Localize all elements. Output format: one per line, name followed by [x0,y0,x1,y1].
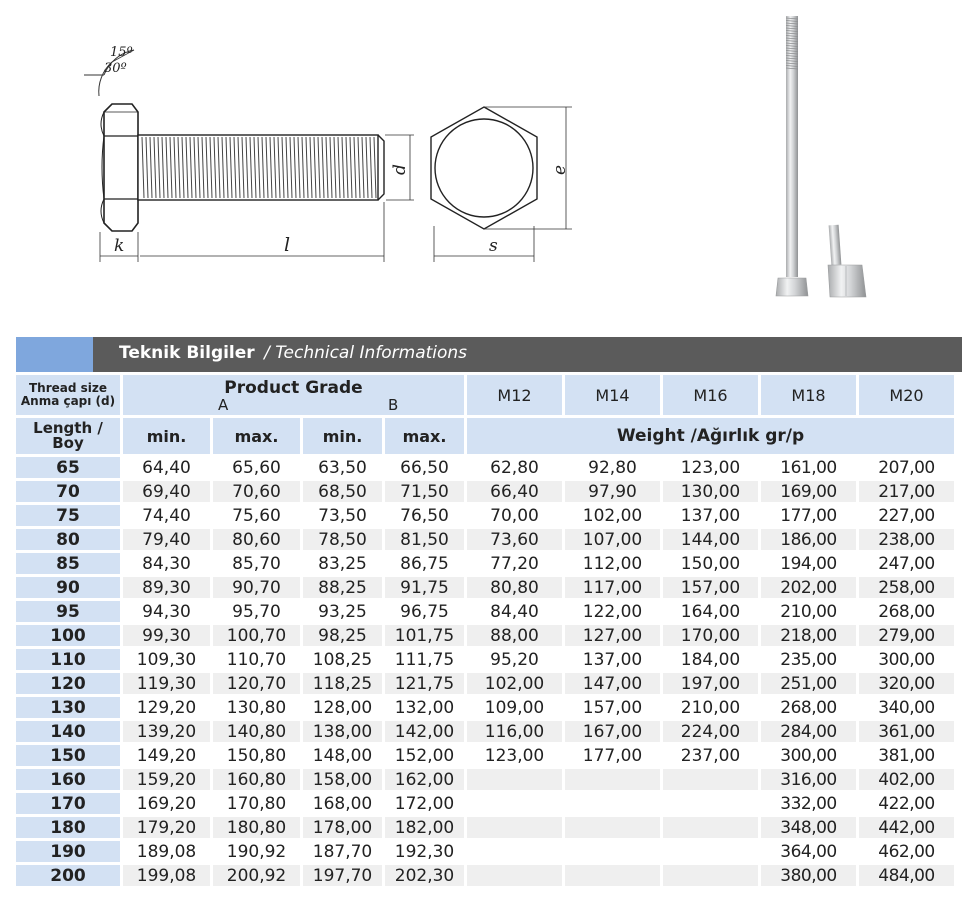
grade-a-max-cell: 120,70 [213,673,300,694]
grade-a-min-cell: 119,30 [123,673,210,694]
grade-b-min-cell: 168,00 [303,793,382,814]
grade-b-max-cell: 202,30 [385,865,464,886]
length-label-tr: Boy [52,434,84,452]
grade-a-min-cell: 84,30 [123,553,210,574]
grade-b-min-cell: 158,00 [303,769,382,790]
weight-m20-cell: 340,00 [859,697,954,718]
weight-m20-cell: 462,00 [859,841,954,862]
table-row [16,481,954,502]
title-accent [16,337,93,372]
weight-m16-cell: 144,00 [663,529,758,550]
length-header [16,418,120,454]
grade-a-min-cell: 64,40 [123,457,210,478]
grade-b-max-cell: 121,75 [385,673,464,694]
grade-b-max-cell: 81,50 [385,529,464,550]
grade-b-min-cell: 83,25 [303,553,382,574]
grade-a-max-cell: 80,60 [213,529,300,550]
weight-m14-cell [565,865,660,886]
weight-m18-cell: 380,00 [761,865,856,886]
table-row [16,601,954,622]
grade-a-max-header: max. [213,418,300,454]
weight-m12-cell [467,865,562,886]
size-header-m14: M14 [565,375,660,415]
technical-table [16,337,962,889]
grade-a-max-cell: 190,92 [213,841,300,862]
weight-m14-cell [565,793,660,814]
weight-m16-cell: 224,00 [663,721,758,742]
grade-b-max-header: max. [385,418,464,454]
weight-m14-cell: 117,00 [565,577,660,598]
grade-a-min-cell: 179,20 [123,817,210,838]
grade-b-max-cell: 71,50 [385,481,464,502]
weight-m14-cell: 147,00 [565,673,660,694]
length-cell: 200 [16,865,120,886]
weight-m18-cell: 210,00 [761,601,856,622]
grade-b-min-cell: 78,50 [303,529,382,550]
table-row [16,529,954,550]
weight-m18-cell: 364,00 [761,841,856,862]
grade-b-max-cell: 86,75 [385,553,464,574]
table-row [16,457,954,478]
weight-m20-cell: 217,00 [859,481,954,502]
weight-m18-cell: 332,00 [761,793,856,814]
weight-m18-cell: 300,00 [761,745,856,766]
weight-m12-cell: 116,00 [467,721,562,742]
weight-m20-cell: 320,00 [859,673,954,694]
weight-m18-cell: 186,00 [761,529,856,550]
weight-m18-cell: 202,00 [761,577,856,598]
table-row [16,769,954,790]
length-cell: 180 [16,817,120,838]
length-cell: 100 [16,625,120,646]
weight-m18-cell: 194,00 [761,553,856,574]
table-row [16,793,954,814]
grade-a-max-cell: 65,60 [213,457,300,478]
weight-m14-cell: 157,00 [565,697,660,718]
grade-b-min-cell: 197,70 [303,865,382,886]
weight-m16-cell [663,793,758,814]
grade-b-min-cell: 148,00 [303,745,382,766]
weight-m14-cell: 167,00 [565,721,660,742]
grade-b-min-cell: 138,00 [303,721,382,742]
weight-m14-cell: 122,00 [565,601,660,622]
dim-l-label: l [284,234,291,256]
weight-m16-cell [663,841,758,862]
weight-m14-cell: 112,00 [565,553,660,574]
grade-a-max-cell: 100,70 [213,625,300,646]
weight-m12-cell: 77,20 [467,553,562,574]
grade-a-max-cell: 85,70 [213,553,300,574]
length-label: Length / [33,419,103,437]
grade-b-min-cell: 108,25 [303,649,382,670]
weight-m12-cell: 123,00 [467,745,562,766]
weight-m16-cell: 197,00 [663,673,758,694]
length-cell: 130 [16,697,120,718]
weight-m18-cell: 268,00 [761,697,856,718]
weight-m12-cell [467,841,562,862]
weight-m14-cell: 137,00 [565,649,660,670]
length-cell: 70 [16,481,120,502]
grade-a-min-cell: 169,20 [123,793,210,814]
weight-m16-cell: 123,00 [663,457,758,478]
grade-b-max-cell: 132,00 [385,697,464,718]
grade-a-min-cell: 189,08 [123,841,210,862]
grade-a-min-cell: 99,30 [123,625,210,646]
grade-b-max-cell: 182,00 [385,817,464,838]
weight-m14-cell: 127,00 [565,625,660,646]
weight-m12-cell: 62,80 [467,457,562,478]
weight-m18-cell: 235,00 [761,649,856,670]
weight-m12-cell [467,793,562,814]
grade-b-max-cell: 162,00 [385,769,464,790]
grade-a-max-cell: 170,80 [213,793,300,814]
grade-b-min-cell: 128,00 [303,697,382,718]
grade-b-min-cell: 178,00 [303,817,382,838]
weight-m18-cell: 316,00 [761,769,856,790]
grade-b-max-cell: 111,75 [385,649,464,670]
dim-d-label: d [390,164,410,175]
dim-e-label: e [550,164,570,175]
weight-m16-cell: 184,00 [663,649,758,670]
weight-m18-cell: 169,00 [761,481,856,502]
length-cell: 90 [16,577,120,598]
grade-b-min-cell: 187,70 [303,841,382,862]
grade-b-min-cell: 88,25 [303,577,382,598]
weight-m16-cell: 137,00 [663,505,758,526]
table-row [16,697,954,718]
weight-m20-cell: 238,00 [859,529,954,550]
table-row [16,865,954,886]
table-row [16,649,954,670]
length-cell: 140 [16,721,120,742]
grade-b-max-cell: 192,30 [385,841,464,862]
weight-m20-cell: 381,00 [859,745,954,766]
length-cell: 75 [16,505,120,526]
grade-b-max-cell: 101,75 [385,625,464,646]
weight-m18-cell: 348,00 [761,817,856,838]
grade-b-max-cell: 91,75 [385,577,464,598]
grade-b-min-header: min. [303,418,382,454]
weight-m20-cell: 300,00 [859,649,954,670]
table-title-bar [16,337,962,372]
grade-b-label: B [388,396,399,414]
angle-15-label: 15º [110,45,133,60]
grade-a-min-cell: 129,20 [123,697,210,718]
weight-m14-cell: 102,00 [565,505,660,526]
length-cell: 150 [16,745,120,766]
weight-m12-cell: 80,80 [467,577,562,598]
title-turkish: Teknik Bilgiler [119,343,255,363]
weight-m12-cell: 70,00 [467,505,562,526]
length-cell: 110 [16,649,120,670]
grade-b-max-cell: 142,00 [385,721,464,742]
grade-b-min-cell: 73,50 [303,505,382,526]
weight-m20-cell: 361,00 [859,721,954,742]
table-row [16,553,954,574]
weight-m16-cell: 237,00 [663,745,758,766]
weight-m18-cell: 251,00 [761,673,856,694]
table-row [16,577,954,598]
weight-m18-cell: 284,00 [761,721,856,742]
grade-a-max-cell: 150,80 [213,745,300,766]
length-cell: 190 [16,841,120,862]
grade-a-min-cell: 139,20 [123,721,210,742]
size-header-m12: M12 [467,375,562,415]
grade-a-max-cell: 75,60 [213,505,300,526]
weight-m18-cell: 177,00 [761,505,856,526]
weight-m20-cell: 268,00 [859,601,954,622]
weight-m14-cell [565,841,660,862]
grade-a-min-cell: 94,30 [123,601,210,622]
length-cell: 120 [16,673,120,694]
table-row [16,841,954,862]
grade-b-max-cell: 96,75 [385,601,464,622]
thread-size-label: Thread size [28,381,108,395]
weight-m12-cell: 109,00 [467,697,562,718]
grade-a-label: A [218,396,229,414]
length-cell: 80 [16,529,120,550]
grade-b-min-cell: 118,25 [303,673,382,694]
grade-a-max-cell: 95,70 [213,601,300,622]
grade-a-min-cell: 89,30 [123,577,210,598]
grade-a-max-cell: 160,80 [213,769,300,790]
thread-size-label-tr: Anma çapı (d) [20,394,116,408]
weight-m16-cell [663,769,758,790]
table-row [16,625,954,646]
weight-m12-cell: 73,60 [467,529,562,550]
table-row [16,745,954,766]
weight-m12-cell: 102,00 [467,673,562,694]
grade-a-max-cell: 200,92 [213,865,300,886]
table-body [16,457,954,886]
table-row [16,817,954,838]
grade-a-min-cell: 199,08 [123,865,210,886]
weight-m16-cell: 150,00 [663,553,758,574]
length-cell: 85 [16,553,120,574]
length-cell: 65 [16,457,120,478]
weight-m18-cell: 161,00 [761,457,856,478]
table-title [119,343,467,363]
weight-m16-cell: 130,00 [663,481,758,502]
grade-a-max-cell: 140,80 [213,721,300,742]
size-header-m18: M18 [761,375,856,415]
weight-m20-cell: 207,00 [859,457,954,478]
grade-b-min-cell: 98,25 [303,625,382,646]
specs-table [13,372,957,889]
grade-a-min-cell: 109,30 [123,649,210,670]
grade-a-max-cell: 130,80 [213,697,300,718]
grade-a-min-cell: 74,40 [123,505,210,526]
weight-m14-cell: 92,80 [565,457,660,478]
weight-m14-cell: 177,00 [565,745,660,766]
weight-header: Weight /Ağırlık gr/p [467,418,954,454]
weight-m12-cell [467,817,562,838]
grade-a-max-cell: 180,80 [213,817,300,838]
weight-m12-cell: 88,00 [467,625,562,646]
angle-30-label: 30º [104,61,127,76]
weight-m18-cell: 218,00 [761,625,856,646]
grade-a-max-cell: 110,70 [213,649,300,670]
weight-m20-cell: 402,00 [859,769,954,790]
grade-b-max-cell: 76,50 [385,505,464,526]
grade-a-min-cell: 159,20 [123,769,210,790]
weight-m20-cell: 422,00 [859,793,954,814]
table-row [16,505,954,526]
size-header-m20: M20 [859,375,954,415]
weight-m20-cell: 258,00 [859,577,954,598]
grade-b-min-cell: 68,50 [303,481,382,502]
length-cell: 170 [16,793,120,814]
weight-m16-cell: 170,00 [663,625,758,646]
weight-m12-cell: 84,40 [467,601,562,622]
bolt-product-photo [770,10,890,310]
weight-m16-cell [663,817,758,838]
weight-m14-cell [565,769,660,790]
weight-m20-cell: 227,00 [859,505,954,526]
grade-a-min-cell: 149,20 [123,745,210,766]
length-cell: 95 [16,601,120,622]
weight-m16-cell: 157,00 [663,577,758,598]
length-cell: 160 [16,769,120,790]
grade-a-min-cell: 79,40 [123,529,210,550]
weight-m12-cell: 95,20 [467,649,562,670]
weight-m14-cell: 107,00 [565,529,660,550]
weight-m14-cell: 97,90 [565,481,660,502]
dim-k-label: k [114,236,125,256]
grade-b-max-cell: 66,50 [385,457,464,478]
weight-m20-cell: 484,00 [859,865,954,886]
title-english: / Technical Informations [264,343,468,363]
grade-a-min-cell: 69,40 [123,481,210,502]
product-grade-header [123,375,464,415]
grade-b-max-cell: 152,00 [385,745,464,766]
weight-m20-cell: 279,00 [859,625,954,646]
grade-a-max-cell: 70,60 [213,481,300,502]
weight-m12-cell: 66,40 [467,481,562,502]
grade-b-min-cell: 63,50 [303,457,382,478]
table-row [16,673,954,694]
weight-m20-cell: 247,00 [859,553,954,574]
table-row [16,721,954,742]
weight-m12-cell [467,769,562,790]
weight-m16-cell: 210,00 [663,697,758,718]
grade-b-min-cell: 93,25 [303,601,382,622]
thread-size-header [16,375,120,415]
dim-s-label: s [489,236,498,256]
grade-a-max-cell: 90,70 [213,577,300,598]
weight-m16-cell [663,865,758,886]
weight-m20-cell: 442,00 [859,817,954,838]
weight-m14-cell [565,817,660,838]
size-header-m16: M16 [663,375,758,415]
product-grade-label: Product Grade [224,378,363,398]
grade-a-min-header: min. [123,418,210,454]
weight-m16-cell: 164,00 [663,601,758,622]
grade-b-max-cell: 172,00 [385,793,464,814]
